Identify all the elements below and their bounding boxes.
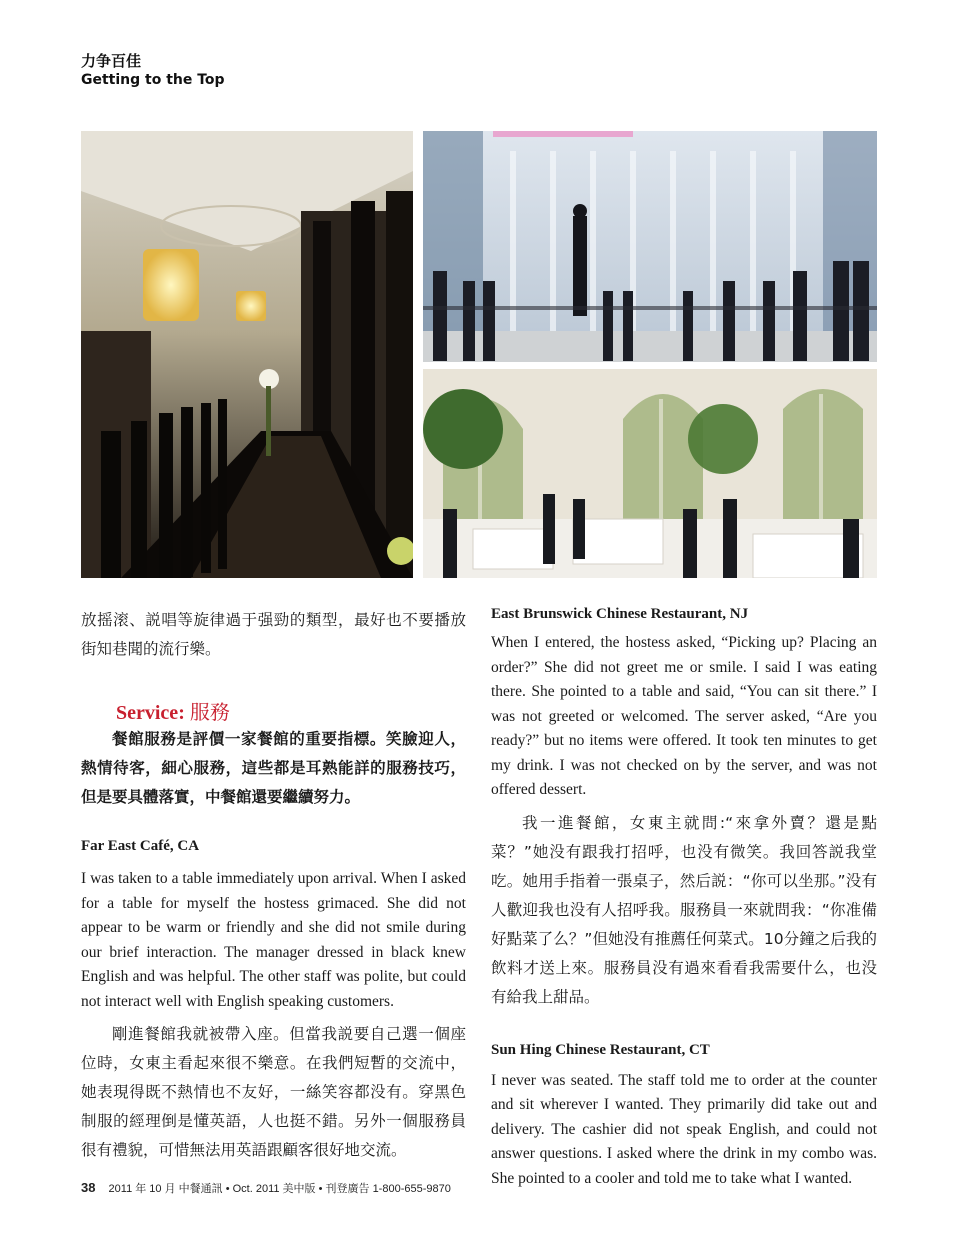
page-number: 38 <box>81 1180 96 1195</box>
dining-room-photo-lanterns <box>81 131 413 578</box>
east-brunswick-review-cn: 我一進餐館，女東主就問:“來拿外賣？還是點菜？”她没有跟我打招呼，也没有微笑。我回答説我堂吃。她用手指着一張桌子，然后説：“你可以坐那。”没有人歡迎我也没有人招呼我。服務員一來就問我：“你准備好點菜了么？”但她没有推薦任何菜式。10分鐘之后我的飲料才送上來。服務員没有過來看看我需要什么，也没有給我上甜品。 <box>491 813 877 1006</box>
far-east-cafe-heading: Far East Café, CA <box>81 838 200 854</box>
service-heading-en: Service: <box>116 702 185 724</box>
header-title-en: Getting to the Top <box>81 72 225 88</box>
east-brunswick-heading: East Brunswick Chinese Restaurant, NJ <box>491 606 749 622</box>
service-heading <box>116 700 466 725</box>
page-footer <box>81 1180 451 1196</box>
east-brunswick-review-en: When I entered, the hostess asked, “Picking up? Placing an order?” She did not greet me or smile. I said I was eating there. She pointed to a table and said, “You can sit there.” I was not greeted or welcomed. The server asked, “Are you ready?” but no items were offered. It took ten minutes to get my drink. I was not checked on by the server, and was not offered dessert. <box>491 634 877 798</box>
arched-window-dining-photo <box>423 369 877 578</box>
far-east-cafe-review-en: I was taken to a table immediately upon arrival. When I asked for a table for myself the hostess grimaced. She did not appear to be warm or friendly and she did not smile during our brief interaction. The manager dressed in black knew English and was helpful. The other staff was polite, but could not interact well with English speaking customers. <box>81 870 466 1010</box>
service-heading-cn: 服務 <box>189 700 230 724</box>
footer-text: 2011 年 10 月 中餐通訊 • Oct. 2011 美中版 • 刊登廣告 1-800-655-9870 <box>108 1183 451 1195</box>
sun-hing-review-en: I never was seated. The staff told me to order at the counter and sit wherever I wanted. They primarily did take out and delivery. The cashier did not speak English, and could not answer questions. I asked where the drink in my combo was. She pointed to a cooler and told me to take what I wanted. <box>491 1071 877 1187</box>
far-east-cafe-review-cn: 剛進餐館我就被帶入座。但當我説要自己選一個座位時，女東主看起來很不樂意。在我們短暫的交流中，她表現得既不熱情也不友好，一絲笑容都没有。穿黑色制服的經理倒是懂英語，人也挺不錯。另外一個服務員很有禮貌，可惜無法用英語跟顧客很好地交流。 <box>81 1025 466 1159</box>
bright-dining-room-photo <box>423 131 877 362</box>
sun-hing-heading: Sun Hing Chinese Restaurant, CT <box>491 1041 710 1058</box>
service-paragraph-cn: 餐館服務是評價一家餐館的重要指標。笑臉迎人，熱情待客，細心服務，這些都是耳熟能詳的服務技巧，但是要具體落實，中餐館還要繼續努力。 <box>81 730 466 806</box>
right-text-column <box>491 606 877 1191</box>
intro-paragraph-cn: 放摇滚、説唱等旋律過于强勁的類型，最好也不要播放街知巷聞的流行樂。 <box>81 611 466 658</box>
header-title-cn: 力争百佳 <box>81 52 142 70</box>
left-text-column <box>81 606 466 1165</box>
